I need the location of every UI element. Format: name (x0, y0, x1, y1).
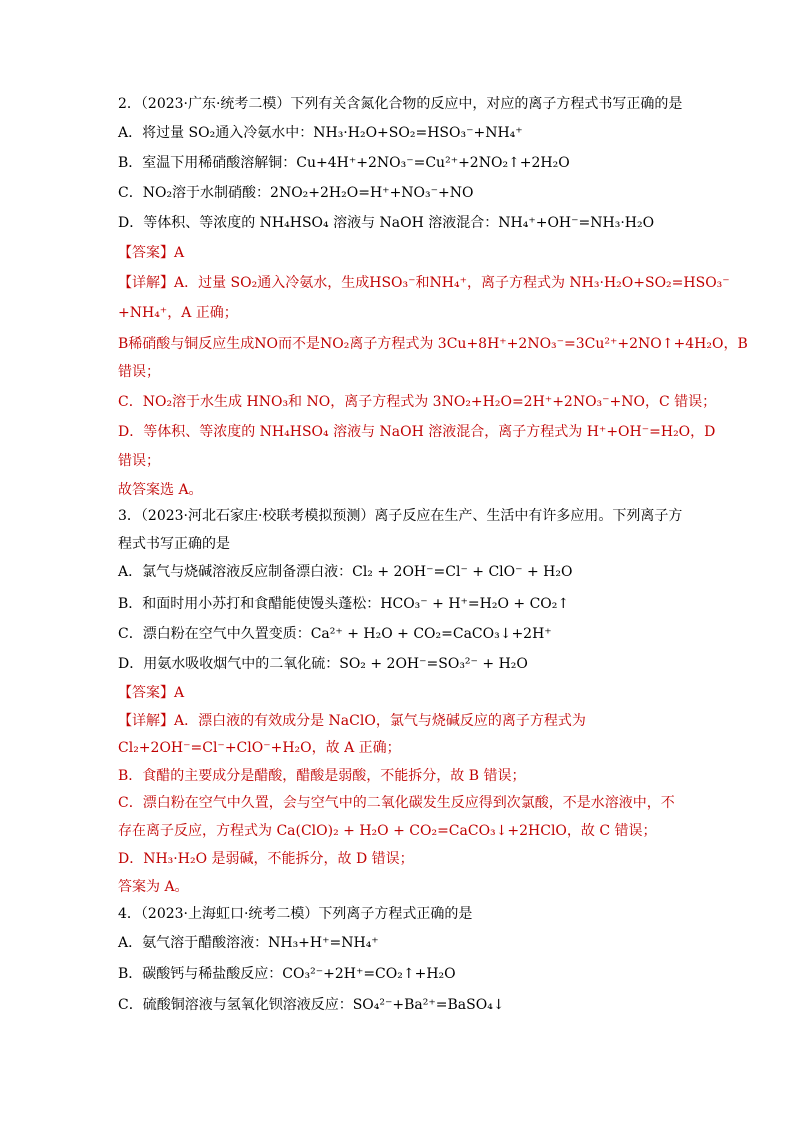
explanation-line: D．NH₃·H₂O 是弱碱，不能拆分，故 D 错误； (118, 851, 414, 867)
explanation-conclusion: 故答案选 A。 (118, 482, 203, 498)
explanation-line: Cl₂+2OH⁻=Cl⁻+ClO⁻+H₂O，故 A 正确； (118, 740, 401, 756)
option-b: B．碳酸钙与稀盐酸反应：CO₃²⁻+2H⁺=CO₂↑+H₂O (118, 966, 456, 982)
explanation-line: 错误； (118, 364, 160, 380)
option-c: C．硫酸铜溶液与氢氧化钡溶液反应：SO₄²⁻+Ba²⁺=BaSO₄↓ (118, 997, 505, 1013)
explanation-line: 【详解】A．过量 SO₂通入冷氨水，生成HSO₃⁻和NH₄⁺，离子方程式为 NH₃·H₂O+SO₂=HSO₃⁻ (118, 275, 730, 291)
explanation-line: C．NO₂溶于水生成 HNO₃和 NO，离子方程式为 3NO₂+H₂O=2H⁺+2NO₃⁻+NO，C 错误； (118, 394, 717, 410)
question-stem: 2．（2023·广东·统考二模）下列有关含氮化合物的反应中，对应的离子方程式书写正确的是 (118, 96, 683, 112)
explanation-conclusion: 答案为 A。 (118, 879, 189, 895)
explanation-line: D．等体积、等浓度的 NH₄HSO₄ 溶液与 NaOH 溶液混合，离子方程式为 H⁺+OH⁻=H₂O，D (118, 424, 716, 440)
answer: 【答案】A (118, 685, 185, 701)
explanation-line: 错误； (118, 453, 160, 469)
answer: 【答案】A (118, 245, 185, 261)
option-a: A．将过量 SO₂通入冷氨水中：NH₃·H₂O+SO₂=HSO₃⁻+NH₄⁺ (118, 125, 523, 141)
explanation-line: +NH₄⁺，A 正确； (118, 305, 238, 321)
question-stem: 3．（2023·河北石家庄·校联考模拟预测）离子反应在生产、生活中有许多应用。下列离子方 (118, 508, 683, 524)
option-d: D．用氨水吸收烟气中的二氧化硫：SO₂ + 2OH⁻=SO₃²⁻ + H₂O (118, 656, 528, 672)
question-stem: 程式书写正确的是 (118, 536, 230, 552)
option-d: D．等体积、等浓度的 NH₄HSO₄ 溶液与 NaOH 溶液混合：NH₄⁺+OH⁻=NH₃·H₂O (118, 215, 655, 231)
option-c: C．NO₂溶于水制硝酸：2NO₂+2H₂O=H⁺+NO₃⁻+NO (118, 185, 474, 201)
option-c: C．漂白粉在空气中久置变质：Ca²⁺ + H₂O + CO₂=CaCO₃↓+2H⁺ (118, 626, 552, 642)
option-b: B．和面时用小苏打和食醋能使馒头蓬松：HCO₃⁻ + H⁺=H₂O + CO₂↑ (118, 596, 570, 612)
question-stem: 4．（2023·上海虹口·统考二模）下列离子方程式正确的是 (118, 906, 473, 922)
option-b: B．室温下用稀硝酸溶解铜：Cu+4H⁺+2NO₃⁻=Cu²⁺+2NO₂↑+2H₂O (118, 155, 570, 171)
explanation-line: B稀硝酸与铜反应生成NO而不是NO₂离子方程式为 3Cu+8H⁺+2NO₃⁻=3Cu²⁺+2NO↑+4H₂O，B (118, 336, 748, 352)
option-a: A．氨气溶于醋酸溶液：NH₃+H⁺=NH₄⁺ (118, 935, 379, 951)
option-a: A．氯气与烧碱溶液反应制备漂白液：Cl₂ + 2OH⁻=Cl⁻ + ClO⁻ + H₂O (118, 564, 573, 580)
explanation-line: 存在离子反应，方程式为 Ca(ClO)₂ + H₂O + CO₂=CaCO₃↓+2HClO，故 C 错误； (118, 823, 657, 839)
explanation-line: B．食醋的主要成分是醋酸，醋酸是弱酸，不能拆分，故 B 错误； (118, 768, 526, 784)
explanation-line: C．漂白粉在空气中久置，会与空气中的二氧化碳发生反应得到次氯酸，不是水溶液中，不 (118, 795, 675, 811)
explanation-line: 【详解】A．漂白液的有效成分是 NaClO，氯气与烧碱反应的离子方程式为 (118, 713, 586, 729)
